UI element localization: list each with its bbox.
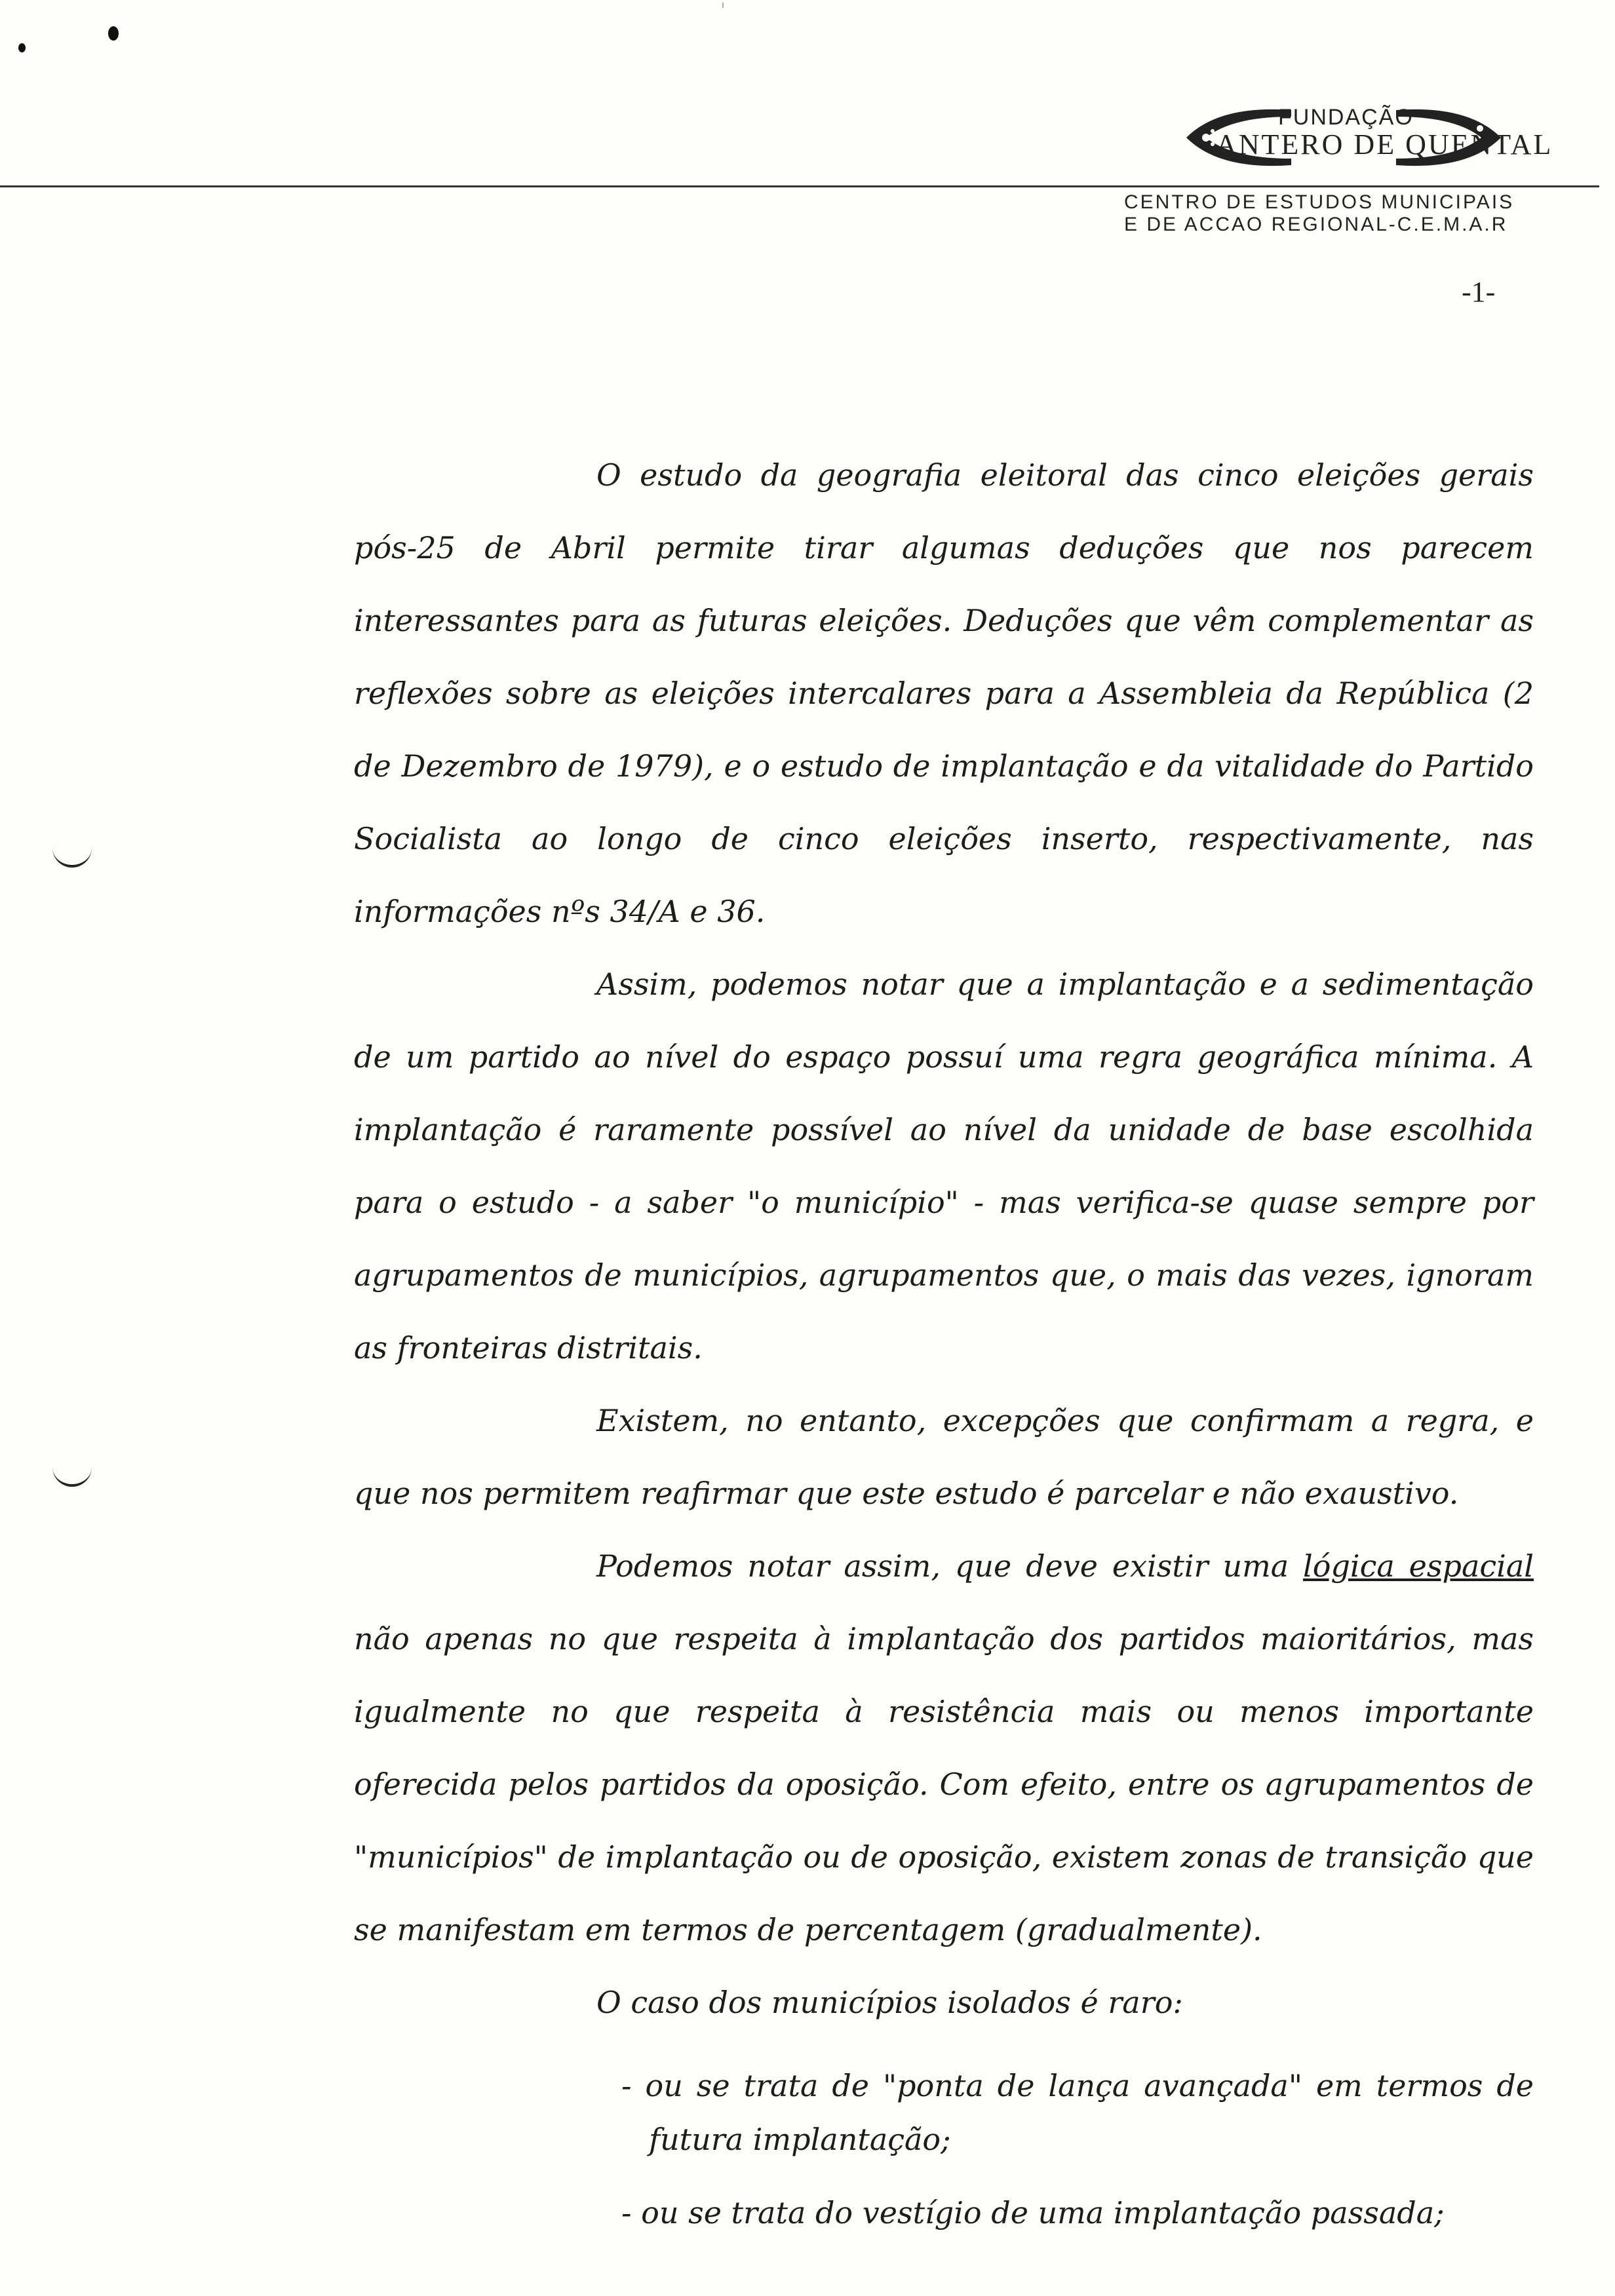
paragraph-5: O caso dos municípios isolados é raro: — [596, 1985, 1183, 2020]
paragraph-2: Assim, podemos notar que a implantação e a sedimentação de um partido ao nível do espaço possuí uma regra geográfica mínima. A implantação é raramente possível ao nível da unidade de base escolhida para o estudo - a saber "o município" - mas verifica-se quase sempre por agrupamentos de municípios, agrupamentos que, o mais das vezes, ignoram as fronteiras distritais. — [354, 966, 1534, 1366]
paragraph-4 — [354, 1530, 1534, 1966]
header-rule — [0, 185, 1599, 187]
margin-mark — [52, 1464, 92, 1487]
scan-dot — [18, 43, 26, 52]
underlined-term: lógica espacial — [1303, 1548, 1534, 1584]
list-item: - ou se trata de "ponta de lança avançada" em termos de futura implantação; — [621, 2068, 1534, 2157]
paragraph-4-end: não apenas no que respeita à implantação dos partidos maioritários, mas igualmente no que respeita à resistência mais ou menos importante oferecida pelos partidos da oposição. Com efeito, entre os agrupamentos de "municípios" de implantação ou de oposição, existem zonas de transição que se manifestam em termos de percentagem (gradualmente). — [354, 1621, 1534, 1947]
institution-subtitle — [1124, 191, 1583, 236]
paragraph-4-start: Podemos notar assim, que deve existir uma — [596, 1548, 1304, 1584]
scan-dot — [108, 26, 119, 41]
logo-line-2: ANTERO DE QUENTAL — [1216, 128, 1553, 161]
logo-line-1: FUNDAÇÃO — [1278, 105, 1414, 130]
page-number: -1- — [1462, 276, 1496, 308]
subtitle-line-2: E DE ACCAO REGIONAL-C.E.M.A.R — [1124, 214, 1508, 235]
paragraph-1: O estudo da geografia eleitoral das cinco eleições gerais pós-25 de Abril permite tirar algumas deduções que nos parecem interessantes para as futuras eleições. Deduções que vêm complementar as reflexões sobre as eleições intercalares para a Assembleia da República (2 de Dezembro de 1979), e o estudo de implantação e da vitalidade do Partido Socialista ao longo de cinco eleições inserto, respectivamente, nas informações nºs 34/A e 36. — [354, 457, 1534, 929]
paragraph-3: Existem, no entanto, excepções que confirmam a regra, e que nos permitem reafirmar que este estudo é parcelar e não exaustivo. — [354, 1403, 1534, 1511]
scan-mark — [722, 3, 724, 8]
subtitle-line-1: CENTRO DE ESTUDOS MUNICIPAIS — [1124, 191, 1515, 213]
margin-mark — [52, 845, 92, 868]
document-body — [354, 439, 1534, 2240]
list-item: - ou se trata do vestígio de uma implantação passada; — [621, 2195, 1445, 2230]
